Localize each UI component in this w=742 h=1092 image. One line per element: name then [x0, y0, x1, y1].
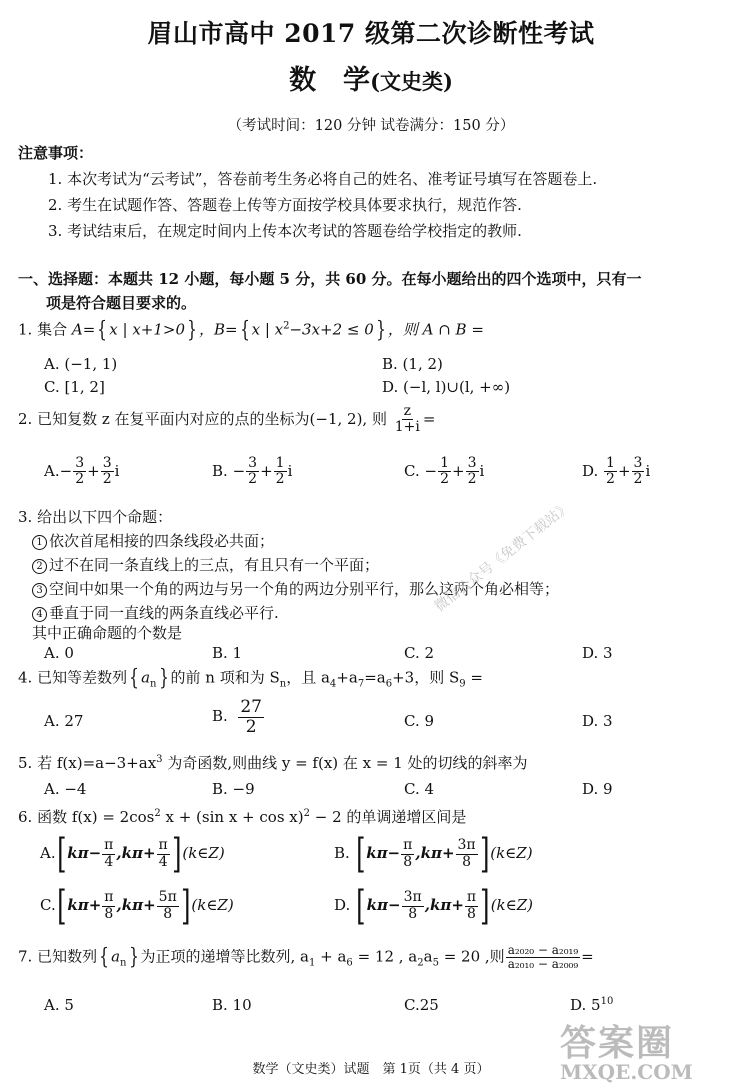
q4-option-b: [212, 698, 265, 736]
q6-option-d: [334, 883, 534, 929]
q3-prop-2: [32, 554, 379, 575]
q3-mark-1: 1: [32, 535, 47, 550]
q2d-unit: i: [645, 461, 651, 480]
q6b-s2: ,kπ+: [415, 844, 455, 862]
question-5-stem: [18, 752, 528, 773]
q4-b-sub: n: [279, 678, 287, 690]
q3-prop-4: [32, 602, 279, 623]
q6b-s1: kπ−: [366, 844, 401, 862]
q2d-d1: 2: [606, 471, 615, 488]
q2-option-b: [212, 456, 292, 488]
exam-title: 眉山市高中 2017 级第二次诊断性考试: [147, 19, 595, 48]
q4b-den: 2: [245, 716, 257, 737]
q2a-d1: 2: [75, 471, 85, 488]
q2a-label: A.: [44, 461, 60, 480]
q7-s2: 6: [346, 957, 353, 969]
q4-brace-close: }: [158, 666, 169, 691]
question-2-stem: [18, 404, 435, 436]
q2a-op: +: [87, 461, 100, 480]
q6b-n2: 3π: [457, 837, 476, 854]
q6c-d1: 8: [104, 905, 114, 922]
q6-exp2: 2: [303, 808, 310, 819]
q2c-n2: 3: [467, 455, 477, 471]
q2d-frac2: [632, 456, 645, 488]
q2b-unit: i: [287, 461, 293, 480]
q3-prop-3-text: 空间中如果一个角的两边与另一个角的两边分别平行，那么这两个角必相等；: [49, 580, 560, 598]
q7-tail: =: [581, 947, 594, 966]
q6d-frac1: [402, 890, 424, 922]
q7-b: 为正项的递增等比数列, a: [140, 947, 309, 966]
q2c-label: C.: [404, 461, 420, 480]
q6-option-b: [334, 831, 533, 877]
q7-option-b: B. 10: [212, 996, 252, 1014]
q6c-s1: kπ+: [67, 896, 102, 914]
q2-option-c: [404, 456, 484, 488]
q2c-op: +: [452, 461, 465, 480]
q4b-frac: [238, 698, 264, 736]
q2c-n1: 1: [440, 455, 449, 471]
q6-option-a: [40, 831, 225, 877]
q3-prop-1: [32, 530, 274, 551]
q2b-frac1: [246, 456, 259, 488]
diagonal-watermark: 微信公众号《免费下载站》: [431, 498, 575, 615]
q5-exp: 3: [156, 754, 163, 765]
q6-b: x + (sin x + cos x): [160, 808, 304, 826]
q6a-n2: π: [158, 837, 168, 854]
q2b-op: +: [260, 461, 273, 480]
q6d-tail: (k∈Z): [490, 896, 534, 914]
q4-e: =a: [364, 668, 386, 687]
q6c-d2: 8: [163, 905, 173, 922]
q2a-n1: 3: [75, 455, 85, 471]
q6b-frac1: [401, 838, 414, 870]
q5-option-c: C. 4: [404, 780, 435, 798]
q5-b: 为奇函数,则曲线 y = f(x) 在 x = 1 处的切线的斜率为: [162, 754, 528, 772]
q2-fraction: [393, 404, 422, 436]
q7-option-c: C.25: [404, 996, 439, 1014]
q2b-label: B.: [212, 461, 228, 480]
q2-frac-num: z: [403, 403, 411, 419]
q7-s4: 5: [432, 957, 439, 969]
q3-prop-4-text: 垂直于同一直线的两条直线必平行.: [49, 604, 279, 622]
q6a-d1: 4: [104, 853, 114, 870]
q6d-s1: kπ−: [366, 896, 401, 914]
q2a-sign: −: [59, 461, 73, 480]
q3-prop-1-text: 依次首尾相接的四条线段必共面；: [49, 532, 275, 550]
q7-brace-open: {: [99, 945, 109, 971]
q4-a: 4. 已知等差数列: [18, 668, 128, 687]
q1-setB-body-a: x | x: [251, 320, 284, 339]
q2-frac-den: 1+i: [394, 419, 420, 436]
q6a-tail: (k∈Z): [182, 844, 225, 862]
q2b-d2: 2: [275, 471, 285, 488]
q2a-frac1: [73, 456, 86, 488]
question-4-stem: [18, 666, 483, 691]
exam-info: （考试时间：120 分钟 试卷满分：150 分）: [227, 118, 515, 134]
q7-fraction: [506, 944, 580, 971]
logo-watermark-text: 答案圈: [560, 1022, 675, 1064]
q1-setB-exp: 2: [283, 320, 290, 332]
q6-c: − 2 的单调递增区间是: [309, 808, 467, 826]
q6b-tail: (k∈Z): [490, 844, 533, 862]
q7-a: 7. 已知数列: [18, 947, 98, 966]
q6c-n1: π: [104, 889, 114, 906]
subject-main: 数 学: [289, 65, 371, 96]
q1-brace-close: }: [187, 318, 197, 343]
q2c-frac2: [466, 456, 479, 488]
subject-title: [0, 58, 742, 97]
q1-setB-label: ，B=: [199, 320, 238, 339]
q1-prefix: 1. 集合: [18, 320, 72, 339]
q7-den: a₂₀₁₀ − a₂₀₀₉: [507, 957, 579, 972]
question-6-stem: [18, 806, 466, 827]
q6b-bracket-open: [: [355, 831, 366, 877]
note-item-3: 3. 考试结束后，在规定时间内上传本次考试的答题卷给学校指定的教师.: [48, 222, 522, 240]
q6-option-c: [40, 883, 234, 929]
q4-seq-sub: n: [150, 678, 157, 690]
note-item-2: 2. 考生在试题作答、答题卷上传等方面按学校具体要求执行，规范作答.: [48, 196, 522, 214]
q6a-n1: π: [104, 837, 114, 854]
q4-c-sub1: 4: [329, 678, 337, 690]
subject-sub: (文史类): [370, 69, 453, 94]
q2c-d1: 2: [440, 471, 449, 488]
q7-brace-close: }: [128, 945, 139, 971]
q6c-bracket-close: ]: [180, 883, 191, 929]
q6a-d2: 4: [158, 853, 168, 870]
q2b-sign: −: [232, 461, 246, 480]
q6a-bracket-close: ]: [171, 831, 182, 877]
q5-option-d: D. 9: [582, 780, 613, 798]
q3-option-a: A. 0: [44, 644, 74, 662]
q6a-label: A.: [40, 844, 56, 862]
q3-prop-2-text: 过不在同一条直线上的三点，有且只有一个平面；: [49, 556, 380, 574]
q6d-s2: ,kπ+: [424, 896, 464, 914]
notes-heading: 注意事项：: [18, 144, 94, 162]
q1-brace-open-2: {: [239, 318, 250, 343]
q2a-frac2: [101, 456, 114, 488]
q3-mark-2: 2: [32, 559, 47, 574]
q3-question: 其中正确命题的个数是: [32, 624, 183, 642]
q3-mark-3: 3: [32, 583, 47, 598]
q7-s1: 1: [308, 957, 316, 969]
q7-option-a: A. 5: [44, 996, 74, 1014]
q1-tail: ，则 A ∩ B =: [387, 320, 484, 339]
note-item-1: 1. 本次考试为“云考试”，答卷前考生务必将自己的姓名、准考证号填写在答题卷上.: [48, 170, 598, 188]
q2b-n1: 3: [248, 455, 258, 471]
q7-c: + a: [315, 947, 347, 966]
logo-watermark-url: MXQE.COM: [560, 1060, 693, 1084]
q4-seq: a: [141, 668, 151, 687]
q5-option-a: A. −4: [44, 780, 87, 798]
q6a-s1: kπ−: [67, 844, 102, 862]
q4-option-d: D. 3: [582, 712, 613, 730]
q4-c-sub3: 6: [385, 678, 393, 690]
q6-a: 6. 函数 f(x) = 2cos: [18, 808, 155, 826]
q2b-frac2: [274, 456, 287, 488]
q3-option-c: C. 2: [404, 644, 435, 662]
q6b-frac2: [456, 838, 478, 870]
q6d-bracket-open: [: [356, 883, 366, 929]
q4b-num: 27: [240, 697, 262, 717]
q3-option-d: D. 3: [582, 644, 613, 662]
q2-tail: =: [422, 409, 436, 428]
q6b-d1: 8: [403, 853, 413, 870]
q7d-exp: 10: [600, 996, 614, 1007]
question-3-stem: 3. 给出以下四个命题：: [18, 508, 173, 526]
q6d-d1: 8: [408, 905, 418, 922]
page-footer: 数学（文史类）试题 第 1页（共 4 页）: [252, 1062, 490, 1077]
q6c-tail: (k∈Z): [191, 896, 234, 914]
q2d-n2: 3: [633, 455, 643, 471]
q6a-frac1: [102, 838, 115, 870]
q7d-base: D. 5: [570, 996, 601, 1014]
q2-option-d: [582, 456, 650, 488]
q4b-label: B.: [212, 707, 228, 726]
q4-c: ，且 a: [286, 668, 330, 687]
q2d-n1: 1: [606, 455, 615, 471]
q4-option-a: A. 27: [44, 712, 84, 730]
q2c-frac1: [438, 456, 451, 488]
q2d-label: D.: [582, 461, 599, 480]
q6a-frac2: [157, 838, 170, 870]
q2c-d2: 2: [467, 471, 477, 488]
q6d-n2: π: [466, 889, 477, 906]
question-1-stem: [18, 318, 484, 343]
q6b-d2: 8: [462, 853, 472, 870]
q1-setA-body: x | x+1>0: [109, 320, 185, 339]
q2-option-a: [44, 456, 119, 488]
q4-d: +a: [336, 668, 358, 687]
q1-option-c: C. [1, 2]: [44, 378, 105, 396]
q4-brace-open: {: [129, 666, 139, 691]
q3-mark-4: 4: [32, 607, 47, 622]
q6d-n1: 3π: [403, 889, 422, 906]
q2d-op: +: [617, 461, 631, 480]
q1-option-a: A. (−1, 1): [44, 355, 118, 373]
q4-b: 的前 n 项和为 S: [170, 668, 280, 687]
q1-setA-label: A=: [71, 320, 96, 339]
q2-stem-text: 2. 已知复数 z 在复平面内对应的点的坐标为(−1, 2), 则: [18, 409, 387, 428]
q2d-d2: 2: [633, 471, 643, 488]
q5-option-b: B. −9: [212, 780, 255, 798]
q7-num: a₂₀₂₀ − a₂₀₁₉: [507, 943, 579, 957]
q1-setB-body-b: −3x+2 ≤ 0: [289, 320, 374, 339]
q1-brace-open: {: [97, 318, 108, 343]
q6d-d2: 8: [467, 905, 476, 922]
q6b-bracket-close: ]: [479, 831, 490, 877]
q7-e: a: [423, 947, 433, 966]
q6d-label: D.: [334, 896, 351, 914]
q2a-unit: i: [114, 461, 120, 480]
q2c-unit: i: [479, 461, 485, 480]
q4-c-sub4: 9: [459, 678, 466, 690]
q4-g: =: [465, 668, 483, 687]
q2a-d2: 2: [102, 471, 112, 488]
q6a-s2: ,kπ+: [116, 844, 156, 862]
q6d-bracket-close: ]: [480, 883, 490, 929]
q4-c-sub2: 7: [357, 678, 365, 690]
q6d-frac2: [465, 890, 478, 922]
q7-f: = 20 ,则: [438, 947, 505, 966]
q6c-s2: ,kπ+: [116, 896, 156, 914]
q2c-sign: −: [424, 461, 438, 480]
q7-option-d: [570, 996, 613, 1014]
q6b-label: B.: [334, 844, 350, 862]
q3-option-b: B. 1: [212, 644, 243, 662]
q6b-n1: π: [403, 837, 413, 854]
q2d-frac1: [604, 456, 617, 488]
q6c-n2: 5π: [158, 889, 177, 906]
q1-option-d: D. (−l, l)∪(l, +∞): [382, 378, 511, 396]
q2b-n2: 1: [275, 455, 285, 471]
q7-s3: 2: [417, 957, 424, 969]
q2a-n2: 3: [102, 455, 112, 471]
question-7-stem: [18, 944, 594, 971]
q6c-bracket-open: [: [56, 883, 67, 929]
q6-exp1: 2: [154, 808, 161, 819]
section-heading-line2: 项是符合题目要求的。: [46, 294, 197, 312]
q1-option-b: B. (1, 2): [382, 355, 443, 373]
q6c-frac1: [102, 890, 115, 922]
q6a-bracket-open: [: [56, 831, 67, 877]
q6c-label: C.: [40, 896, 56, 914]
q7-d: = 12 , a: [352, 947, 418, 966]
q7-seq: a: [111, 947, 121, 966]
q4-option-c: C. 9: [404, 712, 435, 730]
q4-f: +3，则 S: [392, 668, 460, 687]
q7-seq-sub: n: [120, 957, 127, 969]
q2b-d1: 2: [248, 471, 258, 488]
q5-a: 5. 若 f(x)=a−3+ax: [18, 754, 157, 772]
q6c-frac2: [157, 890, 179, 922]
section-heading-line1: 一、选择题：本题共 12 小题，每小题 5 分，共 60 分。在每小题给出的四个选项中，只有一: [18, 270, 642, 288]
q1-brace-close-2: }: [375, 318, 386, 343]
